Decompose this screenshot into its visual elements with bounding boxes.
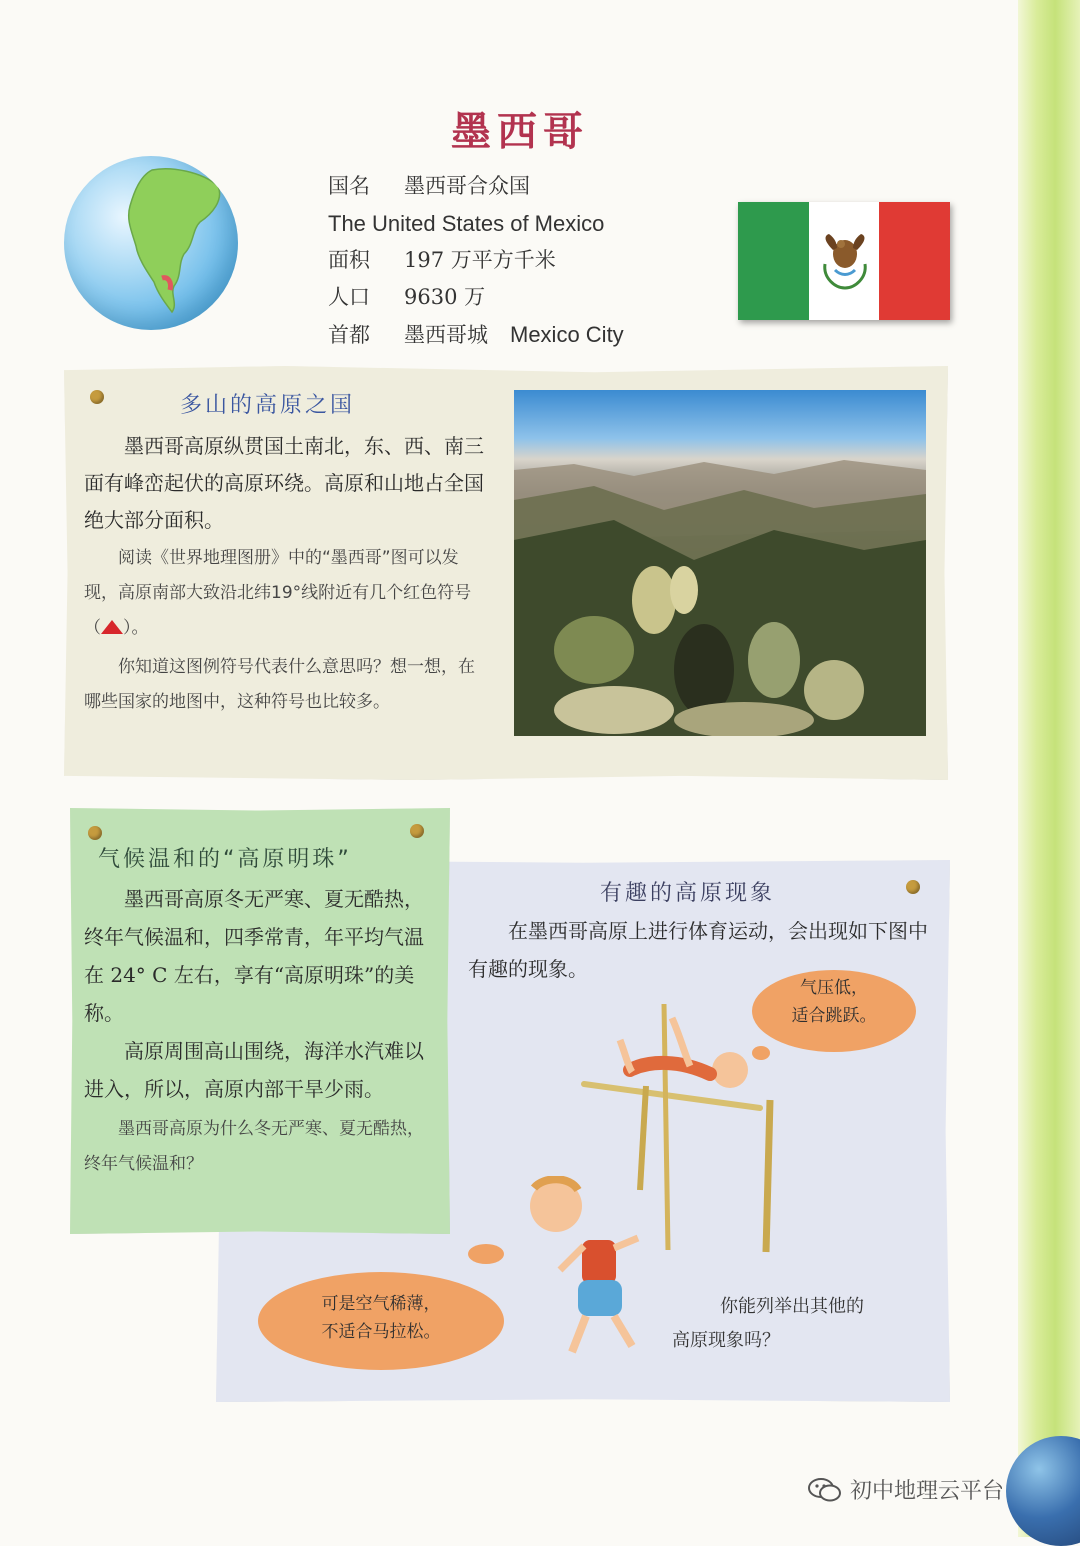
english-name: The United States of Mexico (328, 211, 605, 236)
bubble-tail-dot (468, 1244, 504, 1264)
climate-section-body (84, 880, 424, 1182)
climate-note: 墨西哥高原为什么冬无严寒、夏无酷热，终年气候温和？ (84, 1119, 424, 1174)
plateau-landscape-photo (514, 390, 926, 736)
plateau-note-1-text: 阅读《世界地理图册》中的“墨西哥”图可以发现，高原南部大致沿北纬19°线附近有几个红色符号（ (84, 548, 472, 638)
plateau-paragraph: 墨西哥高原纵贯国土南北，东、西、南三面有峰峦起伏的高原环绕。高原和山地占全国绝大部分面积。 (84, 434, 484, 532)
pin-icon (90, 390, 104, 404)
pin-icon (906, 880, 920, 894)
area-label: 面积 (328, 248, 370, 272)
page-edge-strip (1018, 0, 1080, 1537)
globe-illustration (64, 156, 238, 330)
bubble-marathon-line-2: 不适合马拉松。 (321, 1322, 441, 1342)
pin-icon (88, 826, 102, 840)
landscape-graphic (514, 390, 926, 736)
flag-white-stripe (809, 202, 880, 320)
bubble-jump-line-1: 气压低， (800, 978, 868, 998)
watermark-text: 初中地理云平台 (850, 1479, 1005, 1504)
climate-paragraph-1: 墨西哥高原冬无严寒、夏无酷热，终年气候温和，四季常青，年平均气温在 24° C 左右，享有“高原明珠”的美称。 (84, 887, 424, 1025)
question-line-2: 高原现象吗？ (672, 1330, 780, 1351)
phenomena-question (672, 1290, 932, 1358)
phenomena-paragraph: 在墨西哥高原上进行体育运动，会出现如下图中有趣的现象。 (468, 919, 928, 981)
capital-value: 墨西哥城 (404, 323, 488, 347)
name-value: 墨西哥合众国 (404, 174, 530, 198)
climate-section-heading: 气候温和的“高原明珠” (98, 847, 352, 872)
plateau-note-1-end: ）。 (123, 618, 149, 638)
red-triangle-symbol-icon (101, 620, 123, 634)
question-line-1: 你能列举出其他的 (720, 1296, 864, 1317)
plateau-section-body (84, 428, 484, 720)
phenomena-section-heading: 有趣的高原现象 (600, 881, 776, 906)
population-value: 9630 万 (404, 285, 486, 309)
country-info (328, 168, 624, 354)
mexico-flag (738, 202, 950, 320)
bubble-marathon-line-1: 可是空气稀薄， (321, 1294, 441, 1314)
flag-red-stripe (879, 202, 950, 320)
watermark (808, 1474, 1004, 1505)
runner-illustration (520, 1176, 660, 1366)
population-label: 人口 (328, 285, 370, 309)
page-title: 墨西哥 (451, 108, 589, 155)
plateau-note-2: 你知道这图例符号代表什么意思吗？想一想，在哪些国家的地图中，这种符号也比较多。 (84, 657, 475, 712)
plateau-section-heading: 多山的高原之国 (180, 393, 356, 418)
capital-english: Mexico City (510, 322, 624, 347)
flag-emblem-icon (819, 230, 871, 290)
plateau-note-1 (84, 541, 484, 646)
speech-bubble-marathon (258, 1272, 504, 1370)
area-value: 197 万平方千米 (404, 248, 556, 272)
name-label: 国名 (328, 174, 370, 198)
north-america-land (122, 166, 226, 316)
wechat-icon (808, 1477, 842, 1503)
flag-green-stripe (738, 202, 809, 320)
capital-label: 首都 (328, 323, 370, 347)
bubble-jump-line-2: 适合跳跃。 (791, 1006, 877, 1026)
pin-icon (410, 824, 424, 838)
climate-paragraph-2: 高原周围高山围绕，海洋水汽难以进入，所以，高原内部干旱少雨。 (84, 1039, 424, 1101)
